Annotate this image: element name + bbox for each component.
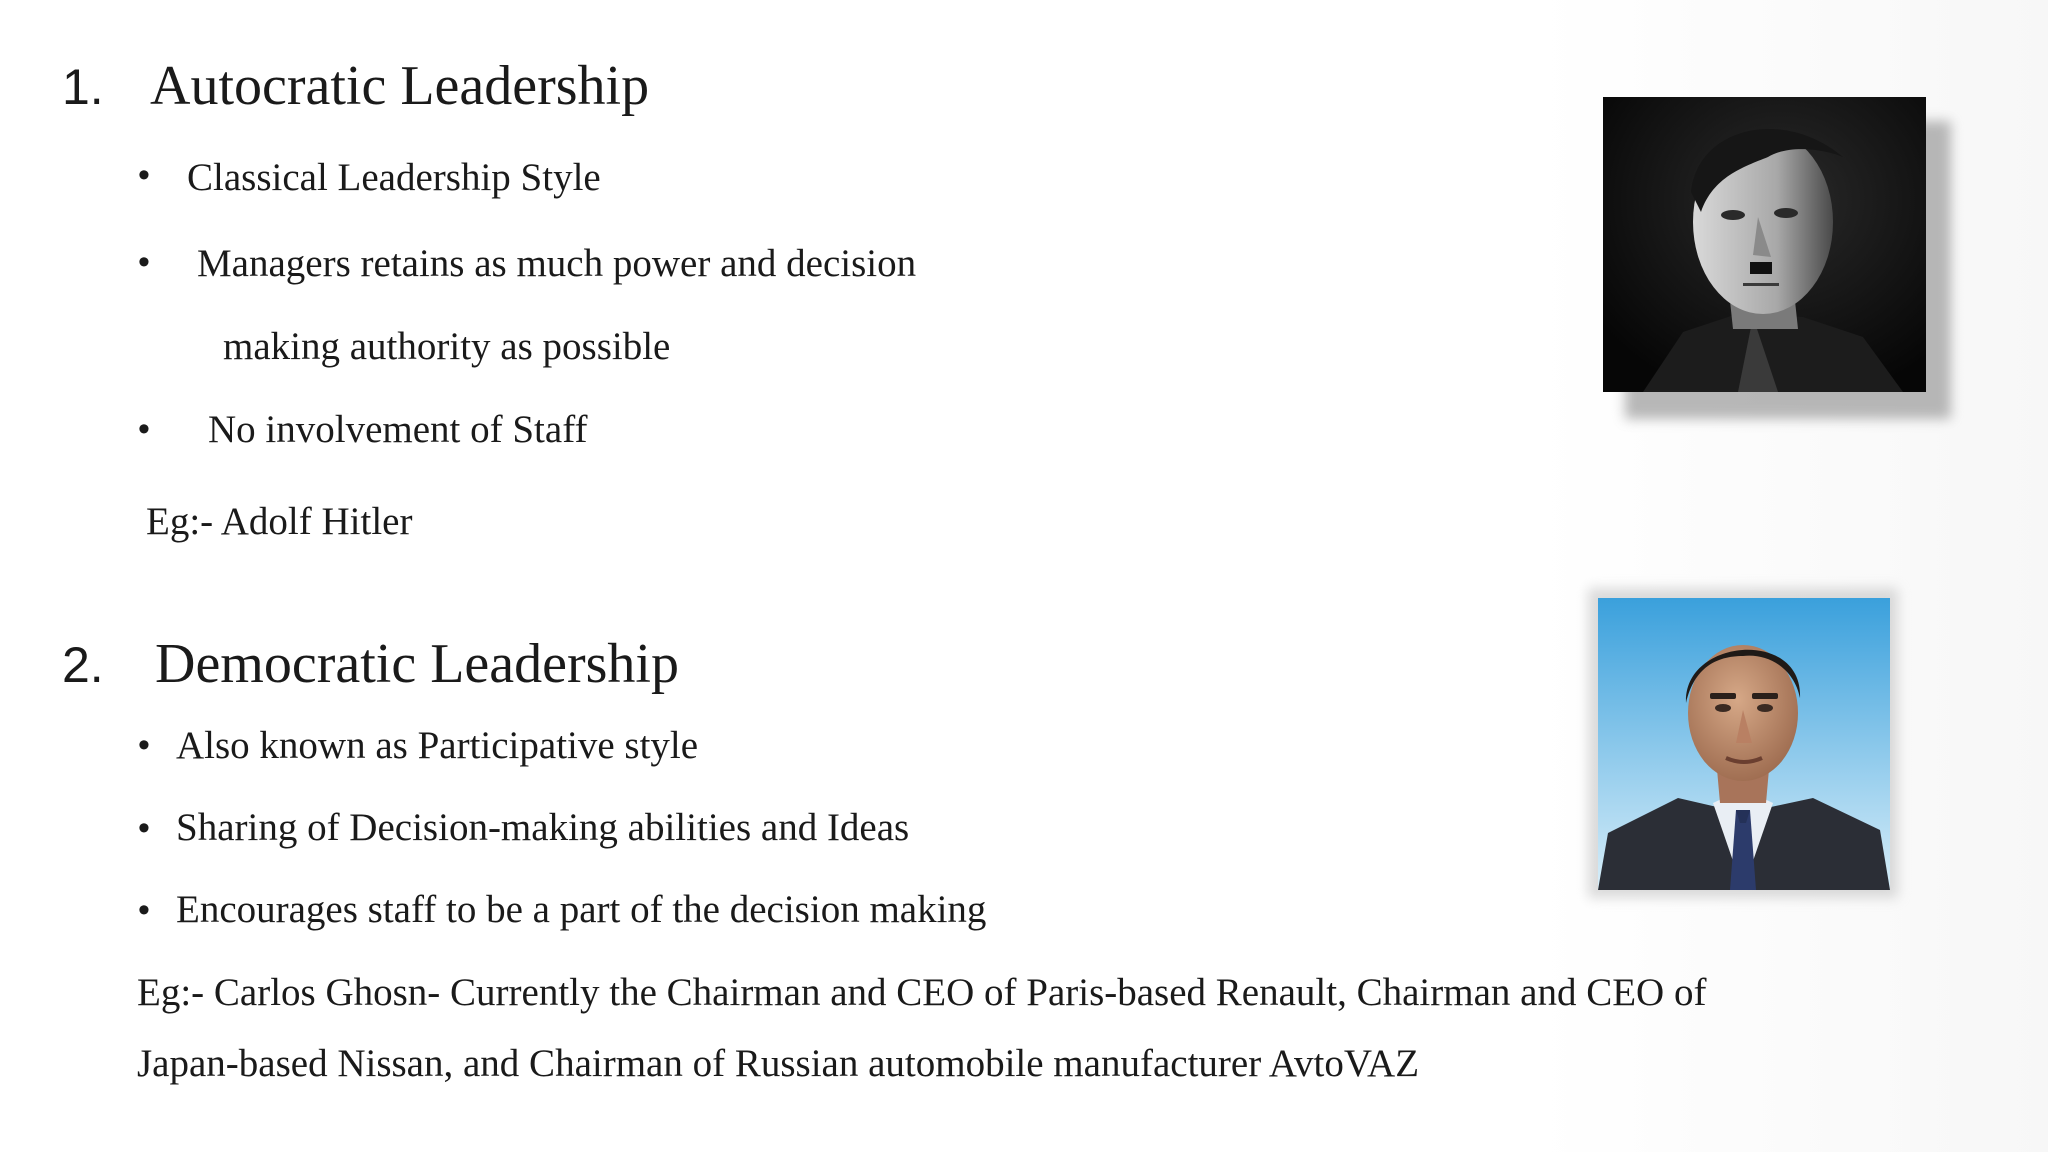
section2-number: 2.	[62, 637, 104, 693]
section1-bullet-1: Classical Leadership Style	[187, 156, 601, 199]
portrait-photo-color-icon	[1598, 598, 1890, 890]
section2-bullet-3: Encourages staff to be a part of the decision making	[176, 888, 987, 931]
section1-bullet-glyph-2: •	[138, 243, 150, 281]
section1-bullet-3: No involvement of Staff	[208, 408, 588, 451]
section2-bullet-1: Also known as Participative style	[176, 724, 699, 767]
section2-bullet-glyph-3: •	[138, 891, 150, 929]
photo2-frame	[1592, 592, 1914, 912]
section2-example-line2: Japan-based Nissan, and Chairman of Russian automobile manufacturer AvtoVAZ	[137, 1042, 1420, 1085]
section1-bullet-2: Managers retains as much power and decision	[197, 242, 917, 285]
section1-heading	[62, 55, 650, 117]
section1-title: Autocratic Leadership	[150, 55, 650, 117]
section1-number: 1.	[62, 59, 104, 115]
section1-bullet-2-cont: making authority as possible	[223, 325, 671, 368]
section1-example: Eg:- Adolf Hitler	[146, 500, 413, 543]
section2-bullet-2: Sharing of Decision-making abilities and Ideas	[176, 806, 910, 849]
section2-bullet-glyph-2: •	[138, 809, 150, 847]
photo1-frame	[1603, 97, 1963, 437]
portrait-photo-bw-icon	[1603, 97, 1926, 392]
section2-bullet-glyph-1: •	[138, 726, 150, 764]
section1-bullet-glyph-3: •	[138, 410, 150, 448]
section2-example-line1: Eg:- Carlos Ghosn- Currently the Chairman and CEO of Paris-based Renault, Chairman and CEO of	[137, 971, 1707, 1014]
section2-heading	[62, 633, 679, 695]
section1-bullet-glyph-1: •	[138, 156, 150, 194]
section2-title: Democratic Leadership	[155, 633, 679, 695]
